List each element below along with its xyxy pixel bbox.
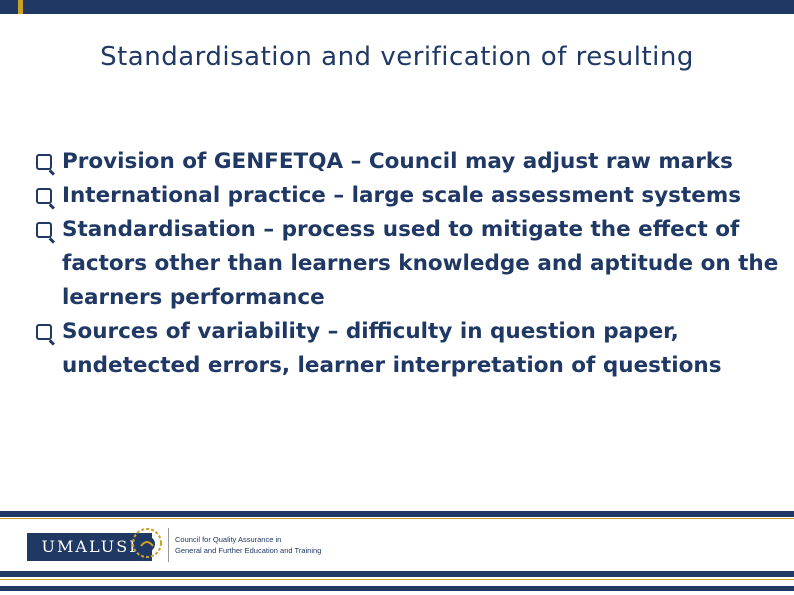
bullet-item — [36, 213, 786, 315]
bullet-item — [36, 179, 786, 213]
bullet-text: International practice – large scale assessment systems — [62, 183, 742, 208]
bullet-item — [36, 145, 786, 179]
checkbox-square-icon — [36, 154, 52, 170]
bullet-text: Sources of variability – difficulty in question paper, undetected errors, learner interpretation of questions — [62, 319, 722, 378]
footer-rule — [0, 511, 794, 517]
bullet-text: Provision of GENFETQA – Council may adjust raw marks — [62, 149, 733, 174]
footer-band — [0, 571, 794, 577]
council-name — [175, 534, 321, 556]
header-bar — [0, 0, 794, 14]
footer-band-accent — [0, 579, 794, 580]
checkbox-square-icon — [36, 222, 52, 238]
umalusi-logo: UMALUSI — [27, 533, 152, 561]
footer-band-bottom — [0, 586, 794, 591]
bullet-text: Standardisation – process used to mitigate the effect of factors other than learners knowledge and aptitude on the learners performance — [62, 217, 779, 310]
umalusi-emblem-icon — [130, 526, 164, 560]
council-line-1: Council for Quality Assurance in — [175, 535, 282, 544]
checkbox-square-icon — [36, 188, 52, 204]
bullet-list — [36, 145, 786, 383]
slide-title: Standardisation and verification of resulting — [100, 42, 694, 72]
logo-divider — [168, 528, 169, 562]
council-line-2: General and Further Education and Training — [175, 546, 322, 555]
footer-rule-accent — [0, 518, 794, 519]
header-accent — [18, 0, 23, 14]
checkbox-square-icon — [36, 324, 52, 340]
bullet-item — [36, 315, 786, 383]
